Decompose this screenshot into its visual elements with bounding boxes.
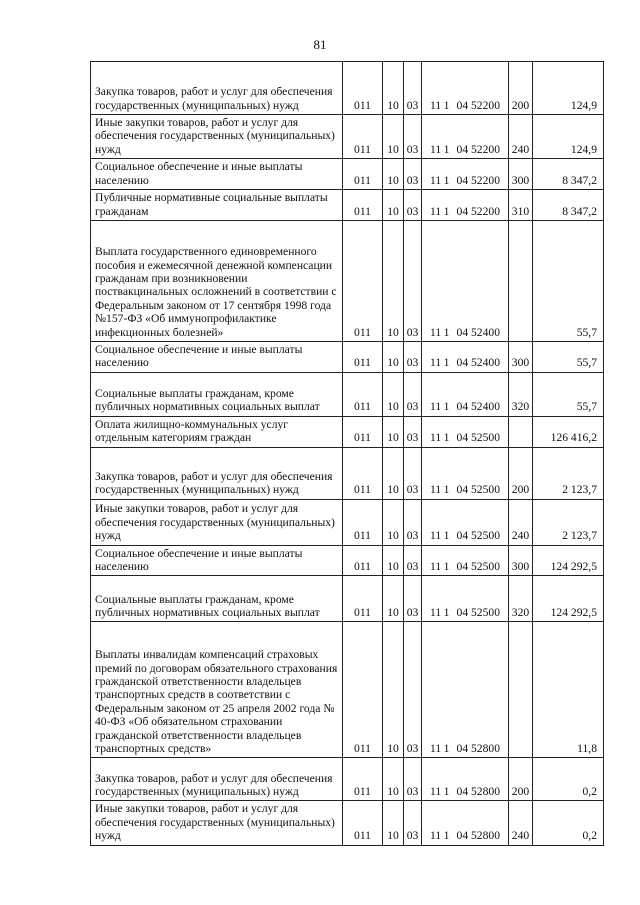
page-number: 81 — [313, 37, 327, 52]
row-amount: 124,9 — [533, 62, 604, 115]
target-code-part-1: 11 — [430, 483, 442, 497]
row-amount: 8 347,2 — [533, 190, 604, 221]
row-section-code: 10 — [383, 447, 404, 499]
target-code-part-2: 1 — [443, 529, 450, 543]
row-name: Иные закупки товаров, работ и услуг для обеспечения государственных (муниципальных) нужд — [91, 801, 343, 845]
row-expense-type-code: 300 — [509, 342, 533, 373]
row-name: Закупка товаров, работ и услуг для обеспечения государственных (муниципальных) нужд — [91, 62, 343, 115]
row-subsection-code: 03 — [404, 115, 422, 159]
row-section-code: 10 — [383, 416, 404, 447]
table-body — [91, 62, 604, 846]
row-expense-type-code: 200 — [509, 758, 533, 801]
row-ved-code: 011 — [343, 801, 383, 845]
row-target-code — [422, 159, 509, 190]
row-target-code — [422, 622, 509, 758]
row-subsection-code: 03 — [404, 622, 422, 758]
target-code-part-1: 11 — [430, 606, 442, 620]
target-code-part-3: 04 52500 — [456, 483, 500, 497]
target-code-part-1: 11 — [430, 142, 442, 156]
row-target-code — [422, 342, 509, 373]
target-code-part-2: 1 — [443, 98, 450, 112]
row-ved-code: 011 — [343, 499, 383, 545]
row-section-code: 10 — [383, 801, 404, 845]
row-target-code — [422, 758, 509, 801]
row-amount: 2 123,7 — [533, 447, 604, 499]
target-code-part-2: 1 — [443, 400, 450, 414]
target-code-part-3: 04 52200 — [456, 204, 500, 218]
table-row — [91, 576, 604, 622]
row-amount: 55,7 — [533, 342, 604, 373]
target-code-part-2: 1 — [443, 173, 450, 187]
row-name: Закупка товаров, работ и услуг для обеспечения государственных (муниципальных) нужд — [91, 758, 343, 801]
row-target-code — [422, 447, 509, 499]
row-name: Публичные нормативные социальные выплаты гражданам — [91, 190, 343, 221]
row-section-code: 10 — [383, 190, 404, 221]
row-amount: 124 292,5 — [533, 576, 604, 622]
target-code-part-3: 04 52800 — [456, 829, 500, 843]
target-code-part-3: 04 52800 — [456, 742, 500, 756]
row-ved-code: 011 — [343, 447, 383, 499]
row-subsection-code: 03 — [404, 576, 422, 622]
row-name: Выплаты инвалидам компенсаций страховых премий по договорам обязательного страхования гражданской ответственности владельцев транспортных средств в соответствии с Федеральным законом от 25 апреля 2002 года № 40-ФЗ «Об обязательном страховании гражданской ответственности владельцев транспортных средств» — [91, 622, 343, 758]
row-amount: 55,7 — [533, 372, 604, 416]
target-code-part-3: 04 52500 — [456, 529, 500, 543]
row-section-code: 10 — [383, 342, 404, 373]
row-amount: 11,8 — [533, 622, 604, 758]
row-subsection-code: 03 — [404, 545, 422, 576]
table-row — [91, 115, 604, 159]
row-section-code: 10 — [383, 576, 404, 622]
row-expense-type-code — [509, 221, 533, 342]
row-name: Социальное обеспечение и иные выплаты населению — [91, 545, 343, 576]
row-name: Выплата государственного единовременного пособия и ежемесячной денежной компенсации гражданам при возникновении поствакцинальных осложнений в соответствии с Федеральным законом от 17 сентября 1998 года №157-ФЗ «Об иммунопрофилактике инфекционных болезней» — [91, 221, 343, 342]
target-code-part-2: 1 — [443, 742, 450, 756]
row-section-code: 10 — [383, 758, 404, 801]
target-code-part-2: 1 — [443, 483, 450, 497]
row-subsection-code: 03 — [404, 447, 422, 499]
row-target-code — [422, 62, 509, 115]
target-code-part-3: 04 52200 — [456, 142, 500, 156]
row-subsection-code: 03 — [404, 159, 422, 190]
table-row — [91, 190, 604, 221]
table-row — [91, 758, 604, 801]
target-code-part-3: 04 52200 — [456, 98, 500, 112]
target-code-part-2: 1 — [443, 204, 450, 218]
row-target-code — [422, 499, 509, 545]
row-section-code: 10 — [383, 622, 404, 758]
table-row — [91, 342, 604, 373]
row-expense-type-code: 240 — [509, 499, 533, 545]
target-code-part-2: 1 — [443, 142, 450, 156]
row-section-code: 10 — [383, 372, 404, 416]
table-row — [91, 545, 604, 576]
target-code-part-1: 11 — [430, 431, 442, 445]
target-code-part-1: 11 — [430, 400, 442, 414]
row-target-code — [422, 801, 509, 845]
table-row — [91, 221, 604, 342]
row-name: Иные закупки товаров, работ и услуг для обеспечения государственных (муниципальных) нужд — [91, 115, 343, 159]
row-name: Иные закупки товаров, работ и услуг для обеспечения государственных (муниципальных) нужд — [91, 499, 343, 545]
row-ved-code: 011 — [343, 545, 383, 576]
row-amount: 126 416,2 — [533, 416, 604, 447]
row-amount: 0,2 — [533, 758, 604, 801]
row-amount: 55,7 — [533, 221, 604, 342]
target-code-part-2: 1 — [443, 785, 450, 799]
table-row — [91, 159, 604, 190]
row-section-code: 10 — [383, 499, 404, 545]
table-row — [91, 447, 604, 499]
target-code-part-2: 1 — [443, 325, 450, 339]
table-row — [91, 499, 604, 545]
target-code-part-2: 1 — [443, 829, 450, 843]
row-subsection-code: 03 — [404, 190, 422, 221]
row-subsection-code: 03 — [404, 62, 422, 115]
row-ved-code: 011 — [343, 190, 383, 221]
row-expense-type-code: 300 — [509, 545, 533, 576]
row-ved-code: 011 — [343, 221, 383, 342]
row-amount: 2 123,7 — [533, 499, 604, 545]
row-section-code: 10 — [383, 221, 404, 342]
target-code-part-1: 11 — [430, 173, 442, 187]
row-target-code — [422, 115, 509, 159]
target-code-part-3: 04 52500 — [456, 431, 500, 445]
table-row — [91, 801, 604, 845]
table-row — [91, 416, 604, 447]
target-code-part-2: 1 — [443, 431, 450, 445]
target-code-part-3: 04 52400 — [456, 325, 500, 339]
row-expense-type-code: 200 — [509, 62, 533, 115]
row-expense-type-code — [509, 416, 533, 447]
row-ved-code: 011 — [343, 115, 383, 159]
row-target-code — [422, 416, 509, 447]
row-section-code: 10 — [383, 545, 404, 576]
target-code-part-3: 04 52500 — [456, 606, 500, 620]
target-code-part-1: 11 — [430, 560, 442, 574]
target-code-part-1: 11 — [430, 325, 442, 339]
row-ved-code: 011 — [343, 159, 383, 190]
row-expense-type-code: 200 — [509, 447, 533, 499]
row-amount: 8 347,2 — [533, 159, 604, 190]
row-section-code: 10 — [383, 62, 404, 115]
row-ved-code: 011 — [343, 372, 383, 416]
target-code-part-1: 11 — [430, 785, 442, 799]
row-subsection-code: 03 — [404, 758, 422, 801]
row-target-code — [422, 545, 509, 576]
row-subsection-code: 03 — [404, 342, 422, 373]
target-code-part-2: 1 — [443, 560, 450, 574]
row-ved-code: 011 — [343, 342, 383, 373]
row-subsection-code: 03 — [404, 372, 422, 416]
row-expense-type-code: 320 — [509, 372, 533, 416]
row-subsection-code: 03 — [404, 499, 422, 545]
table-row — [91, 622, 604, 758]
row-expense-type-code: 300 — [509, 159, 533, 190]
row-expense-type-code: 320 — [509, 576, 533, 622]
row-target-code — [422, 576, 509, 622]
row-section-code: 10 — [383, 159, 404, 190]
row-ved-code: 011 — [343, 622, 383, 758]
target-code-part-3: 04 52500 — [456, 560, 500, 574]
row-name: Оплата жилищно-коммунальных услуг отдельным категориям граждан — [91, 416, 343, 447]
row-amount: 0,2 — [533, 801, 604, 845]
row-name: Закупка товаров, работ и услуг для обеспечения государственных (муниципальных) нужд — [91, 447, 343, 499]
row-target-code — [422, 190, 509, 221]
row-expense-type-code: 310 — [509, 190, 533, 221]
target-code-part-1: 11 — [430, 742, 442, 756]
row-target-code — [422, 221, 509, 342]
row-subsection-code: 03 — [404, 801, 422, 845]
row-name: Социальные выплаты гражданам, кроме публичных нормативных социальных выплат — [91, 576, 343, 622]
target-code-part-2: 1 — [443, 606, 450, 620]
row-section-code: 10 — [383, 115, 404, 159]
target-code-part-1: 11 — [430, 204, 442, 218]
target-code-part-1: 11 — [430, 356, 442, 370]
target-code-part-1: 11 — [430, 829, 442, 843]
row-name: Социальные выплаты гражданам, кроме публичных нормативных социальных выплат — [91, 372, 343, 416]
row-name: Социальное обеспечение и иные выплаты населению — [91, 342, 343, 373]
row-ved-code: 011 — [343, 416, 383, 447]
row-subsection-code: 03 — [404, 416, 422, 447]
row-target-code — [422, 372, 509, 416]
target-code-part-3: 04 52400 — [456, 400, 500, 414]
row-subsection-code: 03 — [404, 221, 422, 342]
row-name: Социальное обеспечение и иные выплаты населению — [91, 159, 343, 190]
row-ved-code: 011 — [343, 758, 383, 801]
target-code-part-3: 04 52200 — [456, 173, 500, 187]
target-code-part-2: 1 — [443, 356, 450, 370]
table-row — [91, 372, 604, 416]
row-expense-type-code: 240 — [509, 115, 533, 159]
budget-table — [90, 61, 604, 846]
table-row — [91, 62, 604, 115]
target-code-part-1: 11 — [430, 98, 442, 112]
row-ved-code: 011 — [343, 62, 383, 115]
row-ved-code: 011 — [343, 576, 383, 622]
row-amount: 124 292,5 — [533, 545, 604, 576]
target-code-part-1: 11 — [430, 529, 442, 543]
row-expense-type-code — [509, 622, 533, 758]
target-code-part-3: 04 52800 — [456, 785, 500, 799]
row-amount: 124,9 — [533, 115, 604, 159]
target-code-part-3: 04 52400 — [456, 356, 500, 370]
row-expense-type-code: 240 — [509, 801, 533, 845]
